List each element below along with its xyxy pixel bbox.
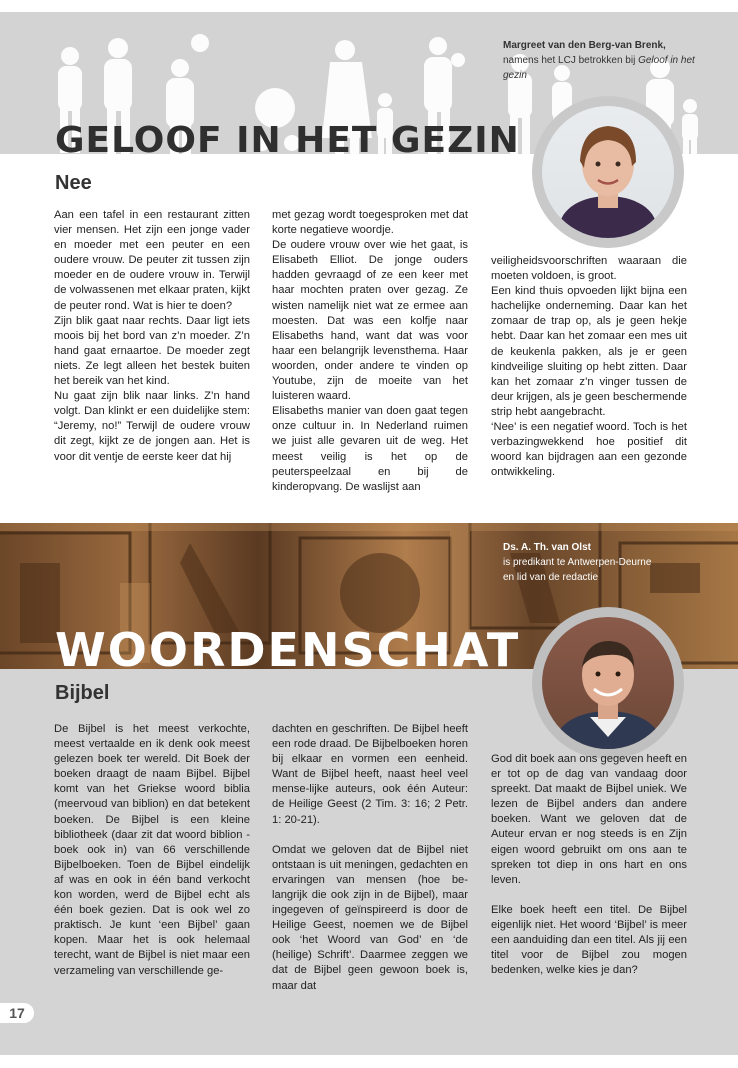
paragraph: Elisabeths manier van doen gaat tegen onze cultuur in. In Nederland ruimen we juist alle gevaren uit de weg. Het meest veilig is het op de peuterspeelzaal en bij de kinderopvang. De waslijst aan (272, 405, 468, 493)
author-name: Ds. A. Th. van Olst (503, 542, 591, 553)
paragraph: ‘Nee’ is een negatief woord. Toch is het verbazingwekkend hoe positief dit woord kan bijdragen aan een gezonde ontwikkeling. (491, 421, 687, 479)
author-role-2: en lid van de redactie (503, 572, 599, 583)
article-column-1 (54, 722, 250, 979)
article-column-2 (272, 722, 468, 994)
woman-portrait-icon (542, 106, 674, 238)
article-column-3 (491, 752, 687, 978)
paragraph: veiligheidsvoorschriften waaraan die moeten voldoen, is groot. (491, 255, 687, 283)
author-role: is predikant te Antwerpen-Deurne (503, 557, 652, 568)
article-column-2 (272, 208, 468, 495)
man-portrait-icon (542, 617, 674, 749)
author-credit-van-olst (503, 540, 703, 585)
article-column-3 (491, 254, 687, 480)
paragraph: De Bijbel is het meest verkochte, meest vertaalde en ik denk ook meest gelezen boek ter wereld. Dit Boek der boeken draagt de naam Bijbel. Bijbel komt van het Griekse woord biblia (meervoud van biblion) en dat betekent boeken. De Bijbel is een kleine bibliotheek (daar zit dat woord biblion - boek ook in) van 66 verschillende Bijbelboeken. Toen de Bijbel eindelijk af was en ook in één band verkocht kon worden, werd de Bijbel echt als één boek gezien. Dat is ook wel zo praktisch. Je kunt ‘een Bijbel’ gaan kopen. Maar het is ook helemaal terecht, want de Bijbel is niet maar een verzameling van verschillende ge- (54, 723, 250, 977)
paragraph: Omdat we geloven dat de Bijbel niet ontstaan is uit meningen, gedachten en ervaringen van mensen (hoe be-langrijk die ook zijn in de Bijbel), maar ingegeven of geïnspireerd is door de Heilige Geest, noemen we de Bijbel ook ‘het Woord van God’ en ‘de (heilige) Schrift’. Daarmee zeggen we dat de Bijbel geen gewoon boek is, maar dat (272, 843, 468, 992)
paragraph: De oudere vrouw over wie het gaat, is Elisabeth Elliot. De jonge ouders hadden gevraagd of ze een keer met haar mochten praten over gezag. Ze wisten namelijk niet wat ze ermee aan moesten. Dat was een kolfje naar Elisabeths hand, want dat was voor haar een belangrijk levensthema. Haar woorden, onder andere te vinden op Youtube, zijn de moeite van het luisteren waard. (272, 239, 468, 403)
author-role: namens het LCJ betrokken bij Geloof in het gezin (503, 55, 695, 81)
section-subtitle-nee: Nee (55, 172, 92, 194)
author-name: Margreet van den Berg-van Brenk, (503, 40, 666, 51)
geloof-in-het-gezin-section (0, 12, 738, 520)
paragraph: Aan een tafel in een restaurant zitten vier mensen. Het zijn een jonge vader en moeder met een peuter en een oudere vrouw. De peuter zit tussen zijn moeder en de oudere vrouw in. Terwijl de volwassenen met elkaar praten, kijkt de peuter rond. Wat is hier te doen? (54, 209, 250, 312)
paragraph: Een kind thuis opvoeden lijkt bijna een hachelijke onderneming. Daar kan het zomaar de trap op, als je geen hekje hebt. Daar kan het zomaar een mes uit de keukenla pakken, als je er geen kindveilige sluiting op hebt zitten. Daar kan het zomaar z’n vinger tussen de deur krijgen, als je geen beschermende strip hebt aangebracht. (491, 285, 687, 418)
section-subtitle-bijbel: Bijbel (55, 682, 110, 704)
author-portrait-van-olst (532, 607, 684, 759)
paragraph: Elke boek heeft een titel. De Bijbel eigenlijk niet. Het woord ‘Bijbel’ is meer een aanduiding dan een titel. Als jij een titel voor de Bijbel zou mogen bedenken, welke kies je dan? (491, 903, 687, 977)
page-number: 17 (0, 1003, 34, 1023)
paragraph: God dit boek aan ons gegeven heeft en er tot op de dag van vandaag door spreekt. Dat maakt de Bijbel uniek. We lezen de Bijbel anders dan andere boeken. Want we geloven dat de Auteur ervan er nog steeds is en Zijn eigen woord gebruikt om ons aan te spreken tot diep in ons hart en ons leven. (491, 753, 687, 886)
paragraph: Zijn blik gaat naar rechts. Daar ligt iets moois bij het bord van z’n moeder. Z’n hand gaat ernaartoe. De moeder zegt niets. Ze legt alleen het bestek buiten het bereik van het kind. (54, 314, 250, 388)
woordenschat-section (0, 523, 738, 1055)
section-title-woordenschat: WOORDENSCHAT (55, 623, 521, 677)
paragraph: dachten en geschriften. De Bijbel heeft een rode draad. De Bijbelboeken horen bij elkaar en vormen een eenheid. Want de Bijbel heeft, naast heel veel mense-lijke auteurs, ook één Auteur: de Heilige Geest (2 Tim. 3: 16; 2 Petr. 1: 20-21). (272, 723, 468, 826)
author-portrait-margreet (532, 96, 684, 248)
section-title-geloof-in-het-gezin: GELOOF IN HET GEZIN (55, 120, 520, 161)
paragraph: met gezag wordt toegesproken met dat korte negatieve woordje. (272, 209, 468, 237)
article-column-1 (54, 208, 250, 465)
paragraph: Nu gaat zijn blik naar links. Z’n hand volgt. Dan klinkt er een duidelijke stem: “Jeremy, no!” Terwijl de oudere vrouw dit zegt, kijkt ze de jongen aan. Het is voor dit ventje de eerste keer dat hij (54, 390, 250, 463)
author-credit-margreet (503, 38, 703, 83)
